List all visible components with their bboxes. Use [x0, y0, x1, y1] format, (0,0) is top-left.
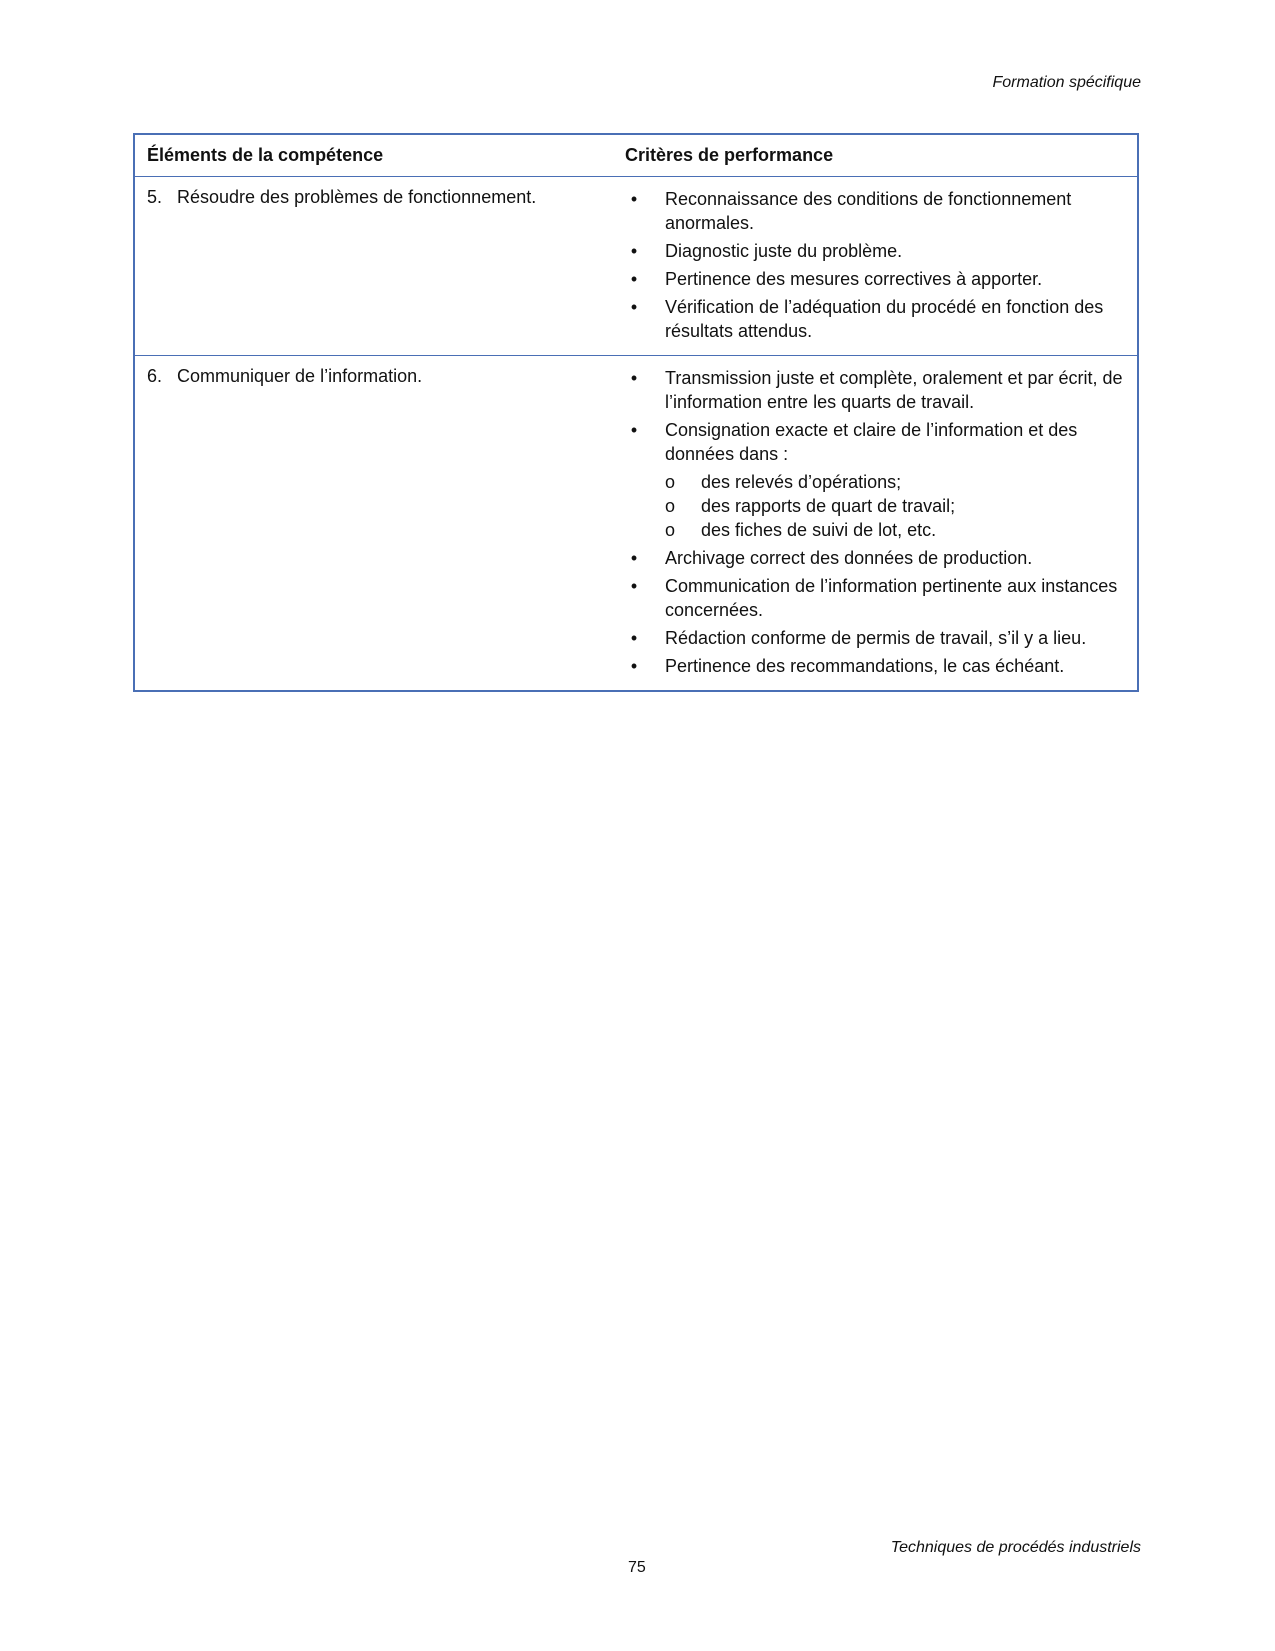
element-text: Communiquer de l’information. — [177, 366, 423, 386]
criteria-cell — [625, 177, 1137, 355]
bullet-icon: • — [630, 241, 638, 261]
page-number: 75 — [628, 1559, 646, 1576]
criterion-item — [625, 366, 1127, 414]
bullet-icon: • — [630, 656, 638, 676]
criterion-text: Archivage correct des données de production. — [665, 548, 1033, 568]
sub-criterion-text: des fiches de suivi de lot, etc. — [701, 520, 937, 540]
criterion-text: Diagnostic juste du problème. — [665, 241, 903, 261]
criterion-text: Rédaction conforme de permis de travail, s’il y a lieu. — [665, 628, 1087, 648]
sub-criterion-item — [665, 494, 1127, 518]
competence-table — [133, 133, 1139, 692]
criterion-item — [625, 187, 1127, 235]
criterion-text: Communication de l’information pertinente aux instances concernées. — [665, 576, 1118, 620]
bullet-icon: • — [630, 189, 638, 209]
bullet-icon: • — [630, 576, 638, 596]
criterion-text: Consignation exacte et claire de l’information et des données dans : — [665, 420, 1078, 464]
criterion-text: Vérification de l’adéquation du procédé en fonction des résultats attendus. — [665, 297, 1104, 341]
sub-criterion-item — [665, 518, 1127, 542]
circle-bullet-icon: o — [665, 496, 676, 516]
table-row — [135, 355, 1137, 690]
section-label: Formation spécifique — [992, 74, 1141, 91]
criterion-item — [625, 546, 1127, 570]
criterion-item — [625, 626, 1127, 650]
circle-bullet-icon: o — [665, 472, 676, 492]
criterion-text: Transmission juste et complète, oralement et par écrit, de l’information entre les quarts de travail. — [665, 368, 1123, 412]
criterion-text: Reconnaissance des conditions de fonctionnement anormales. — [665, 189, 1072, 233]
criterion-item — [625, 418, 1127, 542]
criteria-cell — [625, 356, 1137, 690]
bullet-icon: • — [630, 368, 638, 388]
program-label: Techniques de procédés industriels — [890, 1539, 1141, 1556]
table-header-row — [135, 135, 1137, 176]
column-header-criteria: Critères de performance — [625, 145, 834, 165]
criterion-text: Pertinence des mesures correctives à apporter. — [665, 269, 1043, 289]
bullet-icon: • — [630, 548, 638, 568]
bullet-icon: • — [630, 420, 638, 440]
column-header-elements: Éléments de la compétence — [147, 145, 384, 165]
bullet-icon: • — [630, 628, 638, 648]
criterion-item — [625, 267, 1127, 291]
criterion-item — [625, 654, 1127, 678]
criteria-list — [625, 366, 1127, 678]
criterion-item — [625, 239, 1127, 263]
criterion-item — [625, 574, 1127, 622]
circle-bullet-icon: o — [665, 520, 676, 540]
sub-criterion-item — [665, 470, 1127, 494]
element-number: 5. — [147, 187, 163, 207]
criterion-text: Pertinence des recommandations, le cas échéant. — [665, 656, 1065, 676]
element-text: Résoudre des problèmes de fonctionnement. — [177, 187, 537, 207]
criterion-item — [625, 295, 1127, 343]
criteria-list — [625, 187, 1127, 343]
element-cell — [135, 356, 625, 690]
sub-criteria-list — [665, 470, 1127, 542]
element-number: 6. — [147, 366, 163, 386]
table-row — [135, 176, 1137, 355]
bullet-icon: • — [630, 297, 638, 317]
sub-criterion-text: des relevés d’opérations; — [701, 472, 902, 492]
sub-criterion-text: des rapports de quart de travail; — [701, 496, 956, 516]
element-cell — [135, 177, 625, 355]
bullet-icon: • — [630, 269, 638, 289]
